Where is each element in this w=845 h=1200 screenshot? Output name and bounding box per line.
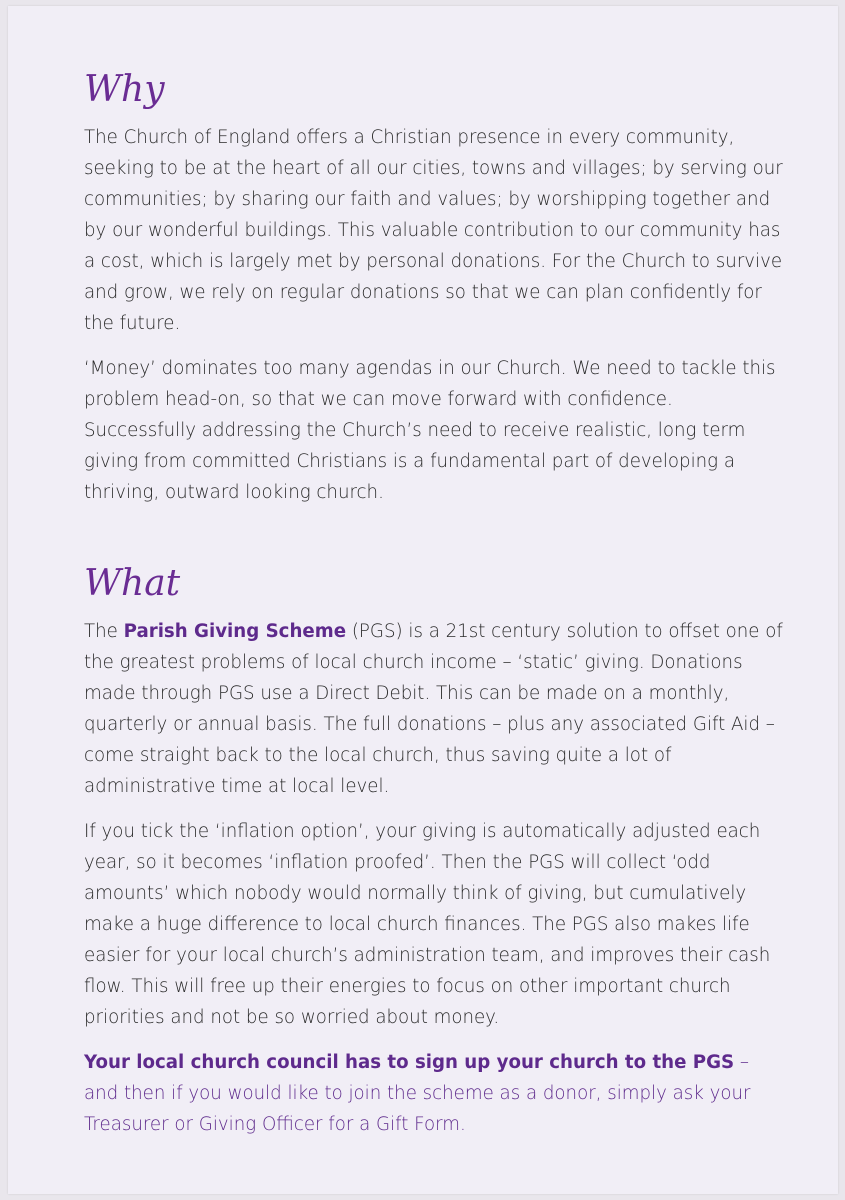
what-paragraph-1-intro: The (84, 621, 124, 642)
what-paragraph-1-body: (PGS) is a 21st century solution to offset one of the greatest problems of local church income – ‘static’ giving. Donations made through PGS use a Direct Debit. This can be made on a monthly, quarterly or annual basis. The full donations – plus any associated Gift Aid – come straight back to the local church, thus saving quite a lot of administrative time at local level. (84, 621, 783, 797)
why-heading: Why (84, 69, 165, 110)
closing-rest-text: – and then if you would like to join the scheme as a donor, simply ask your Treasurer or Giving Officer for a Gift Form. (84, 1052, 751, 1135)
closing-paragraph (84, 1047, 784, 1140)
document-page (8, 6, 838, 1194)
what-paragraph-1 (84, 616, 784, 802)
parish-giving-scheme-highlight: Parish Giving Scheme (123, 621, 347, 642)
what-heading: What (84, 563, 181, 604)
closing-bold-text: Your local church council has to sign up your church to the PGS (84, 1052, 735, 1073)
what-paragraph-2: If you tick the ‘inflation option’, your giving is automatically adjusted each year, so it becomes ‘inflation proofed’. Then the PGS will collect ‘odd amounts’ which nobody would normally think of giving, but cumulatively make a huge difference to local church finances. The PGS also makes life easier for your local church’s administration team, and improves their cash flow. This will free up their energies to focus on other important church priorities and not be so worried about money. (84, 821, 771, 1028)
why-paragraph-2: ‘Money’ dominates too many agendas in our Church. We need to tackle this problem head-on, so that we can move forward with confidence. Successfully addressing the Church’s need to receive realistic, long term giving from committed Christians is a fundamental part of developing a thriving, outward looking church. (84, 358, 776, 503)
document-content (84, 66, 784, 1154)
why-paragraph-1: The Church of England offers a Christian presence in every community, seeking to be at the heart of all our cities, towns and villages; by serving our communities; by sharing our faith and values; by worshipping together and by our wonderful buildings. This valuable contribution to our community has a cost, which is largely met by personal donations. For the Church to survive and grow, we rely on regular donations so that we can plan confidently for the future. (84, 127, 783, 334)
